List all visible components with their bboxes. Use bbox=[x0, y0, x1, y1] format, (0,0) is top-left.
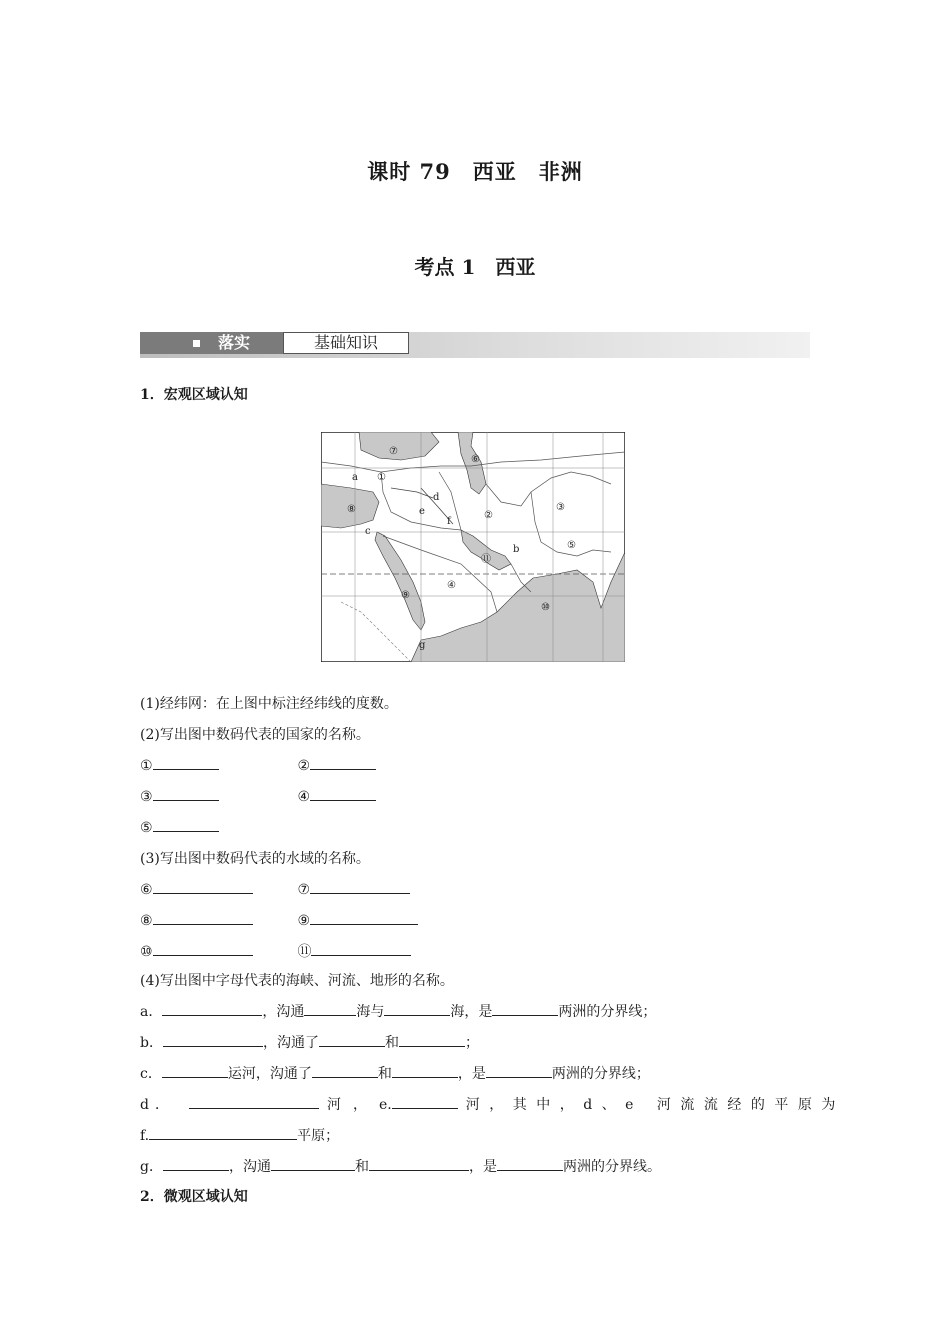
answer-blank[interactable] bbox=[153, 817, 219, 832]
map-label-1: ① bbox=[377, 472, 386, 483]
answer-blank[interactable] bbox=[384, 1001, 450, 1016]
answer-blank[interactable] bbox=[310, 786, 376, 801]
map-label-3: ③ bbox=[556, 502, 565, 513]
map-letter-g: g bbox=[419, 640, 426, 651]
map-label-2: ② bbox=[484, 510, 493, 521]
west-asia-map bbox=[321, 432, 625, 662]
q4-item-d: d． 河，e. 河，其中，d、e 河流流经的平原为 bbox=[140, 1094, 810, 1114]
map-label-8: ⑧ bbox=[347, 504, 356, 515]
map-label-6: ⑥ bbox=[471, 454, 480, 465]
q4-item-f: f. 平原； bbox=[140, 1125, 339, 1145]
answer-blank[interactable] bbox=[319, 1032, 385, 1047]
map-letter-e: e bbox=[419, 506, 425, 517]
answer-blank[interactable] bbox=[153, 941, 253, 956]
map-letter-d: d bbox=[433, 492, 440, 503]
answer-blank[interactable] bbox=[149, 1125, 297, 1140]
square-bullet-icon bbox=[193, 340, 200, 347]
answer-blank[interactable] bbox=[162, 1063, 228, 1078]
map-letter-f: f bbox=[447, 516, 451, 527]
answer-blank[interactable] bbox=[271, 1156, 355, 1171]
answer-blank[interactable] bbox=[153, 786, 219, 801]
q3-row-1: ⑥ ⑦ bbox=[140, 879, 410, 898]
lesson-title: 课时 79 西亚 非洲 bbox=[367, 159, 583, 184]
q4-item-a: a． ，沟通 海与 海，是 两洲的分界线； bbox=[140, 1001, 656, 1021]
map-letter-c: c bbox=[365, 526, 371, 537]
q2-row-3: ⑤ bbox=[140, 817, 219, 836]
answer-blank[interactable] bbox=[163, 1032, 263, 1047]
answer-blank[interactable] bbox=[153, 755, 219, 770]
question-4: (4)写出图中字母代表的海峡、河流、地形的名称。 bbox=[140, 973, 454, 989]
q4-item-b: b． ，沟通了 和 ； bbox=[140, 1032, 479, 1052]
map-letter-a: a bbox=[352, 472, 358, 483]
map-label-7: ⑦ bbox=[389, 446, 398, 457]
banner-tag-basics: 基础知识 bbox=[283, 332, 409, 354]
answer-blank[interactable] bbox=[153, 879, 253, 894]
map-letter-b: b bbox=[513, 544, 520, 555]
answer-blank[interactable] bbox=[312, 1063, 378, 1078]
answer-blank[interactable] bbox=[311, 941, 411, 956]
q4-item-c: c． 运河，沟通了 和 ，是 两洲的分界线； bbox=[140, 1063, 650, 1083]
section-heading-micro: 2．微观区域认知 bbox=[140, 1189, 248, 1205]
answer-blank[interactable] bbox=[497, 1156, 563, 1171]
answer-blank[interactable] bbox=[392, 1063, 458, 1078]
answer-blank[interactable] bbox=[189, 1094, 319, 1109]
q2-row-2: ③ ④ bbox=[140, 786, 376, 805]
q4-item-g: g． ，沟通 和 ，是 两洲的分界线。 bbox=[140, 1156, 661, 1176]
question-3: (3)写出图中数码代表的水域的名称。 bbox=[140, 851, 370, 867]
map-label-11: ⑪ bbox=[481, 554, 491, 565]
question-1: (1)经纬网：在上图中标注经纬线的度数。 bbox=[140, 696, 398, 712]
topic-subtitle: 考点 1 西亚 bbox=[414, 255, 536, 279]
answer-blank[interactable] bbox=[310, 879, 410, 894]
answer-blank[interactable] bbox=[399, 1032, 465, 1047]
map-label-4: ④ bbox=[447, 580, 456, 591]
section-banner bbox=[140, 332, 810, 358]
answer-blank[interactable] bbox=[369, 1156, 469, 1171]
section-heading-macro: 1．宏观区域认知 bbox=[140, 387, 248, 403]
answer-blank[interactable] bbox=[162, 1001, 262, 1016]
q3-row-3: ⑩ ⑪ bbox=[140, 941, 411, 961]
q3-row-2: ⑧ ⑨ bbox=[140, 910, 418, 929]
map-label-10: ⑩ bbox=[541, 602, 550, 613]
answer-blank[interactable] bbox=[492, 1001, 558, 1016]
map-label-5: ⑤ bbox=[567, 540, 576, 551]
answer-blank[interactable] bbox=[163, 1156, 229, 1171]
question-2: (2)写出图中数码代表的国家的名称。 bbox=[140, 727, 370, 743]
answer-blank[interactable] bbox=[304, 1001, 356, 1016]
answer-blank[interactable] bbox=[486, 1063, 552, 1078]
banner-tag-implement: 落实 bbox=[140, 332, 283, 354]
map-label-9: ⑨ bbox=[401, 590, 410, 601]
answer-blank[interactable] bbox=[392, 1094, 458, 1109]
answer-blank[interactable] bbox=[310, 910, 418, 925]
answer-blank[interactable] bbox=[153, 910, 253, 925]
q2-row-1: ① ② bbox=[140, 755, 376, 774]
answer-blank[interactable] bbox=[310, 755, 376, 770]
